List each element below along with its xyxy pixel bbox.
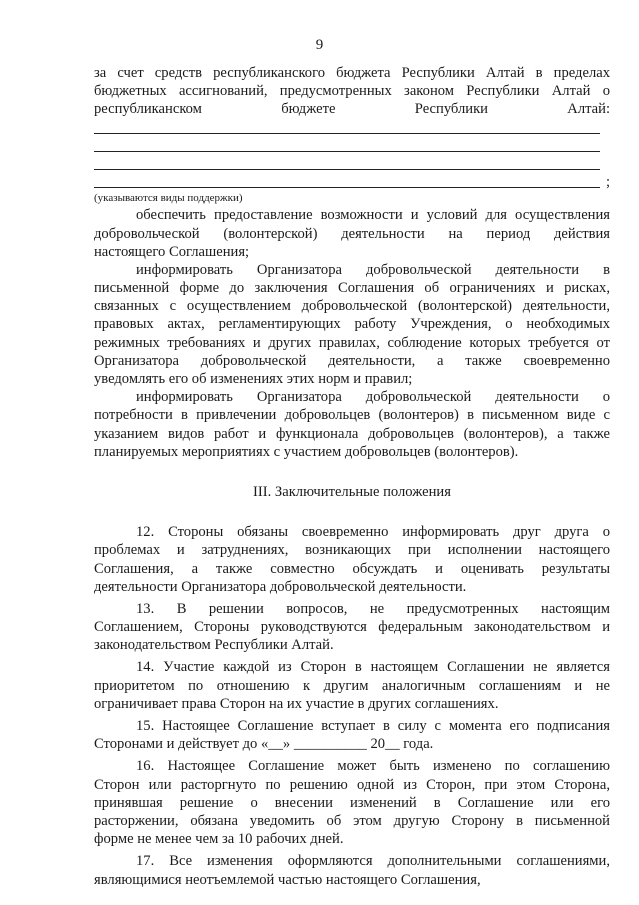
numbered-paragraph: [94, 658, 610, 713]
text-line: проблемах и затруднениях, возникающих при исполнении настоящего: [94, 542, 610, 559]
blank-line: [94, 119, 610, 137]
text-line: законодательством Республики Алтай.: [94, 637, 334, 654]
text-line: обеспечить предоставление возможности и условий для осуществления: [136, 207, 610, 224]
text-line: форме не менее чем за 10 рабочих дней.: [94, 831, 344, 848]
final-provisions: [94, 523, 610, 889]
text-line: информировать Организатора добровольческой деятельности в: [136, 261, 610, 278]
text-line: правовых актах, регламентирующих работу Учреждения, о необходимых: [94, 316, 610, 333]
text-line: республиканском бюджете Республики Алтай:: [94, 101, 610, 118]
obligation-paragraph: [94, 206, 610, 261]
numbered-paragraph: [94, 523, 610, 596]
blank-line: [94, 137, 610, 155]
text-line: принявшая решение о внесении изменений в Соглашение или его: [94, 794, 610, 811]
text-line: письменной форме до заключения Соглашения об ограничениях и рисках,: [94, 280, 610, 297]
text-line: уведомлять его об изменениях этих норм и правил;: [94, 371, 413, 387]
text-line: бюджетных ассигнований, предусмотренных законом Республики Алтай о: [94, 83, 610, 100]
text-line: Организатора добровольческой деятельности, а также своевременно: [94, 352, 610, 369]
text-line: ограничивает права Сторон на их участие в других соглашениях.: [94, 695, 499, 712]
section-heading: III. Заключительные положения: [253, 483, 451, 500]
numbered-paragraph: [94, 757, 610, 848]
blank-line: [94, 155, 610, 173]
text-line: являющимися неотъемлемой частью настоящего Соглашения,: [94, 871, 481, 888]
blank-line-end: ;: [605, 174, 610, 191]
text-line: Соглашения, а также совместно обсуждать и оценивать результаты: [94, 560, 610, 577]
text-line: настоящего Соглашения;: [94, 243, 250, 260]
page-number: 9: [315, 37, 324, 53]
obligation-paragraph: [94, 388, 610, 461]
text-line: 15. Настоящее Соглашение вступает в силу с момента его подписания: [136, 718, 610, 735]
text-line: приоритетом по отношению к другим аналогичным соглашениям и не: [94, 677, 610, 694]
numbered-paragraph: [94, 717, 610, 753]
text-line: связанных с осуществлением добровольческой (волонтерской) деятельности,: [94, 298, 610, 315]
obligations-list: [94, 206, 610, 461]
text-line: информировать Организатора добровольческой деятельности о: [136, 389, 610, 406]
text-line: Сторон или расторгнуто по решению одной из Сторон, при этом Сторона,: [94, 776, 610, 793]
text-line: деятельности Организатора добровольческой деятельности.: [94, 578, 467, 595]
text-line: потребности в привлечении добровольцев (волонтеров) в письменном виде с: [94, 407, 610, 424]
text-line: за счет средств республиканского бюджета Республики Алтай в пределах: [94, 65, 610, 81]
text-line: 14. Участие каждой из Сторон в настоящем Соглашении не является: [136, 659, 610, 676]
text-line: 13. В решении вопросов, не предусмотренных настоящим: [136, 600, 610, 617]
text-line: планируемых мероприятиях с участием добровольцев (волонтеров).: [94, 443, 519, 460]
numbered-paragraph: [94, 600, 610, 655]
text-line: 17. Все изменения оформляются дополнительными соглашениями,: [136, 853, 610, 870]
text-line: 16. Настоящее Соглашение может быть изменено по соглашению: [136, 758, 610, 775]
numbered-paragraph: [94, 852, 610, 888]
text-line: расторжении, обязана уведомить об этом другую Сторону в письменной: [94, 812, 610, 829]
obligation-paragraph: [94, 261, 610, 388]
text-line: Сторонами и действует до «__» __________ 20__ года.: [94, 736, 434, 753]
text-line: добровольческой (волонтерской) деятельности на период действия: [94, 225, 610, 242]
text-line: указанием видов работ и функционала добровольцев (волонтеров), а также: [94, 425, 610, 442]
document-body: [94, 64, 610, 889]
support-note: (указываются виды поддержки): [94, 192, 243, 205]
support-blank-lines: [94, 119, 610, 192]
blank-line: [94, 173, 610, 191]
text-line: 12. Стороны обязаны своевременно информировать друг друга о: [136, 524, 610, 541]
text-line: Соглашением, Стороны руководствуются федеральным законодательством и: [94, 619, 610, 636]
text-line: режимных требованиях и других правилах, соблюдение которых требуется от: [94, 334, 610, 351]
intro-paragraph: [94, 64, 610, 119]
